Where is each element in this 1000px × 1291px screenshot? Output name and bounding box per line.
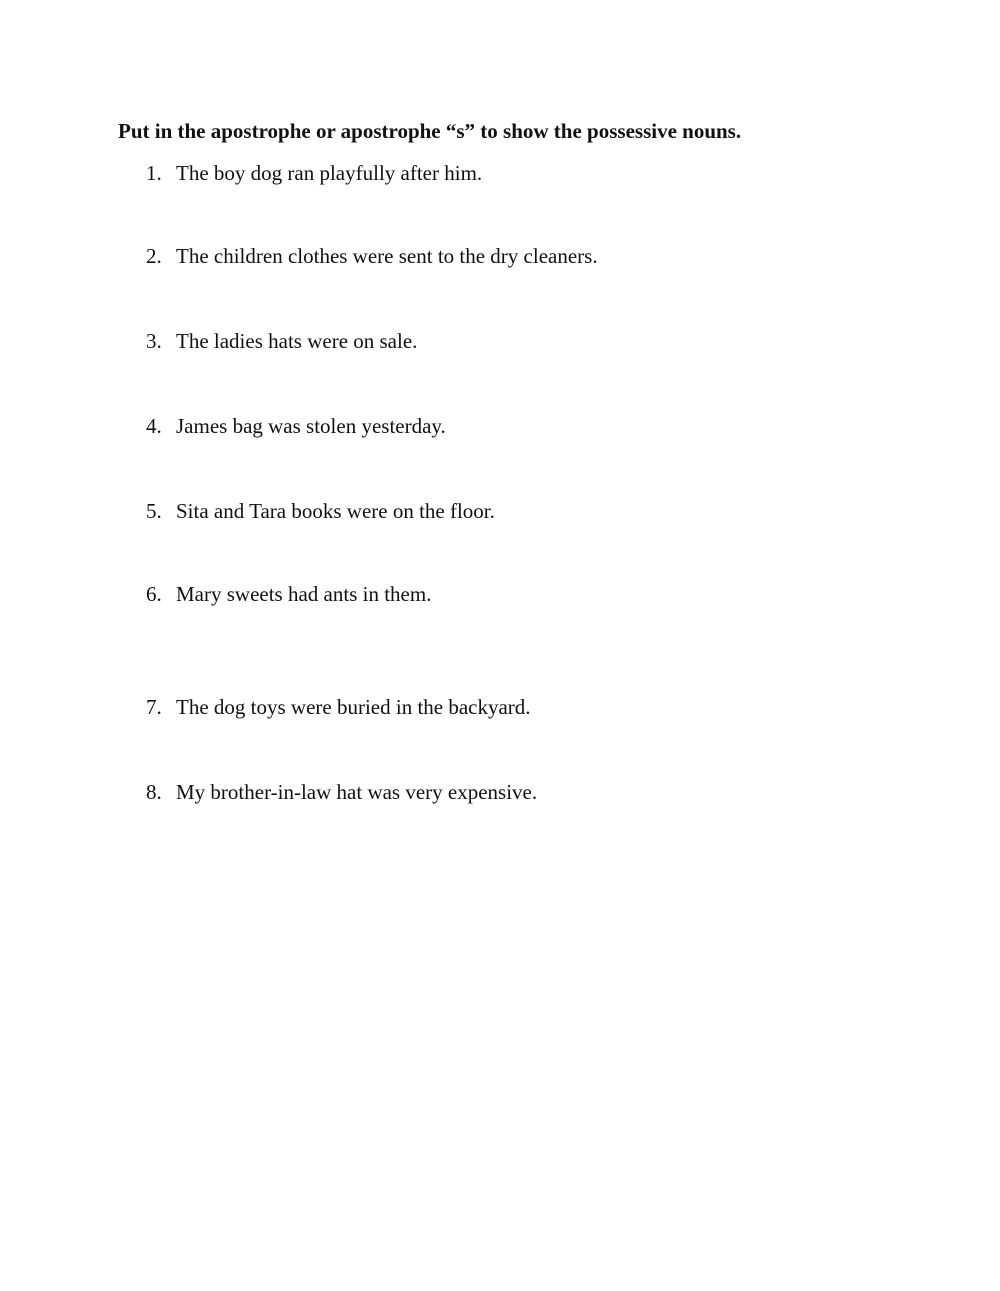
item-sentence: The ladies hats were on sale. [176, 329, 418, 353]
list-item [146, 160, 482, 186]
item-sentence: My brother-in-law hat was very expensive. [176, 780, 538, 804]
list-item [146, 243, 598, 269]
item-sentence: The children clothes were sent to the dry cleaners. [176, 244, 598, 268]
item-sentence: The dog toys were buried in the backyard. [176, 695, 531, 719]
item-sentence: Mary sweets had ants in them. [176, 582, 432, 606]
list-item [146, 694, 531, 720]
item-number: 1. [146, 161, 162, 185]
list-item [146, 779, 537, 805]
item-sentence: Sita and Tara books were on the floor. [176, 499, 495, 523]
list-item [146, 328, 417, 354]
item-number: 6. [146, 582, 162, 606]
item-number: 8. [146, 780, 162, 804]
list-item [146, 581, 431, 607]
item-number: 5. [146, 499, 162, 523]
item-number: 3. [146, 329, 162, 353]
list-item [146, 413, 446, 439]
item-sentence: James bag was stolen yesterday. [176, 414, 446, 438]
item-number: 2. [146, 244, 162, 268]
item-number: 4. [146, 414, 162, 438]
item-number: 7. [146, 695, 162, 719]
item-sentence: The boy dog ran playfully after him. [176, 161, 483, 185]
worksheet-instructions: Put in the apostrophe or apostrophe “s” to show the possessive nouns. [118, 119, 742, 143]
list-item [146, 498, 495, 524]
